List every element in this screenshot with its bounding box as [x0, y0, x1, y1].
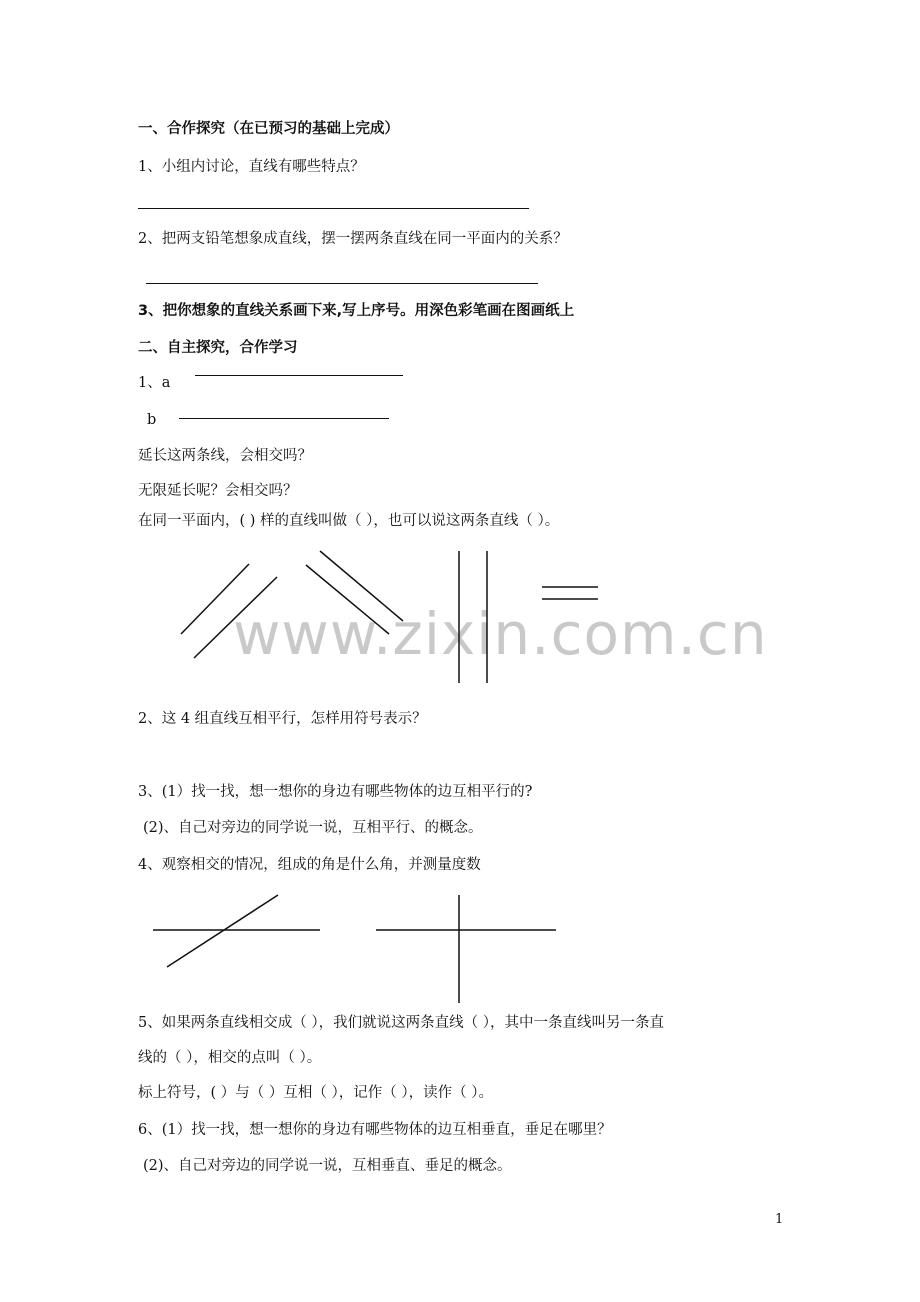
- question-1-1: 1、小组内讨论，直线有哪些特点？: [138, 159, 365, 175]
- question-1-2: 2、把两支铅笔想象成直线，摆一摆两条直线在同一平面内的关系？: [138, 231, 568, 247]
- question-1-3-bold: 用深色彩笔画在图画纸上: [414, 303, 575, 319]
- question-2-3a: 3、(1）找一找，想一想你的身边有哪些物体的边互相平行的?: [138, 784, 533, 800]
- page-number: 1: [775, 1212, 784, 1227]
- question-2-3b: (2)、自己对旁边的同学说一说，互相平行、的概念。: [143, 820, 483, 836]
- section1-heading: 一、合作探究（在已预习的基础上完成）: [138, 121, 399, 137]
- intersect-1-oblique: [167, 895, 278, 967]
- question-1-3-text: 3、把你想象的直线关系画下来,写上序号。: [138, 303, 415, 319]
- watermark: www.zixin.com.cn: [233, 600, 768, 668]
- question-2-6b: (2)、自己对旁边的同学说一说，互相垂直、垂足的概念。: [143, 1158, 512, 1174]
- parallel-definition: 在同一平面内，( ) 样的直线叫做（ ），也可以说这两条直线（ ）。: [138, 513, 560, 529]
- parallel-pair-1-line-2: [194, 577, 277, 658]
- question-2-2: 2、这 4 组直线互相平行，怎样用符号表示？: [138, 711, 427, 727]
- question-2-6a: 6、(1）找一找，想一想你的身边有哪些物体的边互相垂直，垂足在哪里？: [138, 1122, 612, 1138]
- question-2-5c: 标上符号，( ）与（ ）互相（ ），记作（ ），读作（ ）。: [138, 1085, 493, 1101]
- question-2-5b: 线的（ ），相交的点叫（ ）。: [138, 1050, 322, 1066]
- parallel-pair-1-line-1: [181, 564, 249, 634]
- section2-heading: 二、自主探究，合作学习: [138, 340, 298, 356]
- question-2-4: 4、观察相交的情况，组成的角是什么角，并测量度数: [138, 857, 481, 873]
- extend-question: 延长这两条线，会相交吗？: [138, 448, 312, 464]
- label-b: b: [147, 412, 157, 428]
- infinite-question: 无限延长呢？会相交吗？: [138, 483, 298, 499]
- item-1-label-a: 1、a: [138, 375, 171, 391]
- question-2-5a: 5、如果两条直线相交成（ ），我们就说这两条直线（ ），其中一条直线叫另一条直: [138, 1015, 664, 1031]
